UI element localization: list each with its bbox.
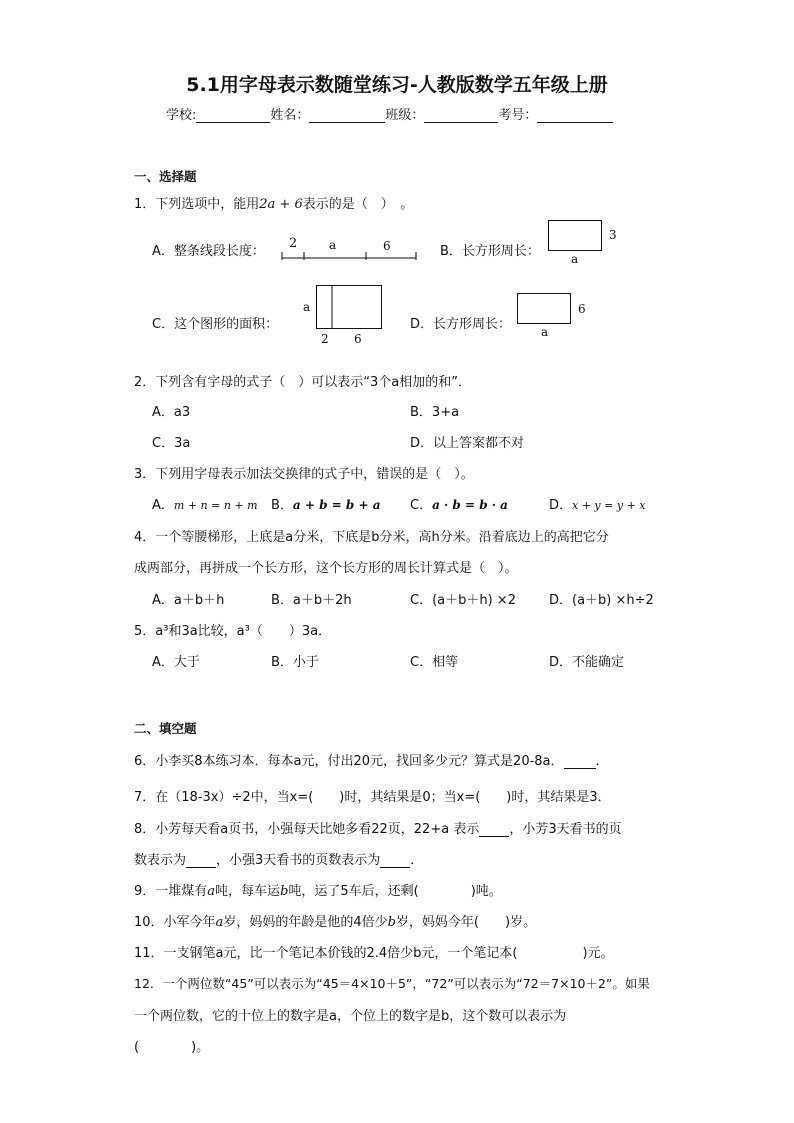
exam-no-label: 考号： — [498, 108, 538, 123]
question-4-stem-line2: 成两部分，再拼成一个长方形，这个长方形的周长计算式是（ ）。 — [134, 561, 518, 576]
class-blank[interactable] — [424, 108, 498, 123]
q1b-label-3: 3 — [609, 228, 617, 242]
question-7: 7．在（18-3x）÷2中，当x=( )时，其结果是0；当x=( )时，其结果是3． — [134, 790, 611, 805]
name-blank[interactable] — [309, 108, 385, 123]
q5-option-c[interactable]: C．相等 — [410, 655, 459, 670]
student-info-line — [166, 104, 613, 123]
question-8-line1: 8．小芳每天看a页书，小强每天比她多看22页，22+a 表示 ，小芳3天看书的页 — [134, 822, 622, 837]
q2-option-a[interactable]: A．a3 — [152, 405, 191, 420]
question-6: 6．小李买8本练习本．每本a元，付出20元，找回多少元？算式是20-8a． ． — [134, 754, 609, 769]
q4-option-a[interactable]: A．a＋b＋h — [152, 593, 225, 608]
question-2-stem: 2．下列含有字母的式子（ ）可以表示“3个a相加的和”． — [134, 375, 471, 390]
q1-option-a-segment-figure — [280, 238, 420, 264]
question-3-stem: 3．下列用字母表示加法交换律的式子中，错误的是（ ）。 — [134, 467, 474, 482]
q1-option-b[interactable]: B．长方形周长： — [440, 244, 540, 259]
q1b-label-a: a — [571, 252, 579, 266]
q2-option-b[interactable]: B．3+a — [410, 405, 460, 420]
q2-option-c[interactable]: C．3a — [152, 436, 191, 451]
q5-option-a[interactable]: A．大于 — [152, 655, 200, 670]
question-8-line2: 数表示为 ，小强3天看书的页数表示为 ． — [134, 853, 424, 868]
question-1-stem: 1．下列选项中，能用2a + 6表示的是（ ） 。 — [134, 197, 414, 212]
page-title: 5.1用字母表示数随堂练习-人教版数学五年级上册 — [186, 74, 608, 96]
q1c-label-6: 6 — [354, 332, 362, 346]
q4-option-c[interactable]: C．(a＋b＋h) ×2 — [410, 593, 516, 608]
q1-option-d[interactable]: D．长方形周长： — [410, 317, 512, 332]
question-5-stem: 5．a³和3a比较，a³（ ）3a． — [134, 624, 332, 639]
q3-option-d[interactable]: D．x + y = y + x — [549, 498, 646, 513]
q1a-label-6: 6 — [383, 239, 391, 253]
q4-option-b[interactable]: B．a＋b＋2h — [271, 593, 352, 608]
q4-option-d[interactable]: D．(a＋b) ×h÷2 — [549, 593, 654, 608]
q1c-label-2: 2 — [321, 332, 329, 346]
question-12-line2: 一个两位数，它的十位上的数字是a，个位上的数字是b，这个数可以表示为 — [134, 1009, 567, 1024]
question-12-line3: ( )。 — [134, 1040, 210, 1055]
q2-option-d[interactable]: D．以上答案都不对 — [410, 436, 525, 451]
question-10: 10．小军今年a岁，妈妈的年龄是他的4倍少b岁，妈妈今年( )岁。 — [134, 915, 537, 930]
class-label: 班级： — [385, 108, 425, 123]
q1-option-d-rectangle — [517, 293, 573, 325]
q1d-label-a: a — [541, 325, 549, 339]
q5-option-b[interactable]: B．小于 — [271, 655, 319, 670]
q1-option-a[interactable]: A．整条线段长度： — [152, 244, 265, 259]
q6-answer-blank[interactable] — [564, 755, 596, 769]
question-11: 11．一支钢笔a元，比一个笔记本价钱的2.4倍少b元，一个笔记本( )元。 — [134, 946, 614, 961]
q1a-label-2: 2 — [289, 236, 298, 251]
q1d-label-6: 6 — [578, 302, 586, 316]
exam-no-blank[interactable] — [537, 108, 613, 123]
q8-answer-blank-3[interactable] — [380, 854, 410, 868]
q8-answer-blank-2[interactable] — [186, 854, 216, 868]
q1-option-b-rectangle — [548, 220, 604, 252]
q8-answer-blank-1[interactable] — [479, 823, 509, 837]
q1a-label-a: a — [329, 238, 337, 252]
school-blank[interactable] — [196, 108, 270, 123]
section-heading-fill-in: 二、填空题 — [134, 721, 197, 736]
school-label: 学校: — [166, 108, 197, 123]
q1-option-c[interactable]: C．这个图形的面积： — [152, 317, 279, 332]
question-9: 9．一堆煤有a吨，每车运b吨，运了5车后，还剩( )吨。 — [134, 884, 502, 899]
q3-option-c[interactable]: C．a · b = b · a — [410, 498, 508, 513]
question-4-stem-line1: 4．一个等腰梯形，上底是a分米，下底是b分米，高h分米。沿着底边上的高把它分 — [134, 530, 609, 545]
q1c-label-a: a — [303, 300, 311, 314]
q3-option-b[interactable]: B．a + b = b + a — [271, 498, 381, 513]
q5-option-d[interactable]: D．不能确定 — [549, 655, 625, 670]
question-12-line1: 12．一个两位数“45”可以表示为“45＝4×10＋5”，“72”可以表示为“72＝7×10＋2”。如果 — [134, 976, 650, 991]
section-heading-choice: 一、选择题 — [134, 169, 197, 184]
q1-expression: 2a + 6 — [259, 197, 303, 212]
name-label: 姓名： — [270, 108, 310, 123]
q1-option-c-composite-rectangle — [316, 285, 384, 331]
q3-option-a[interactable]: A．m + n = n + m — [152, 498, 258, 513]
